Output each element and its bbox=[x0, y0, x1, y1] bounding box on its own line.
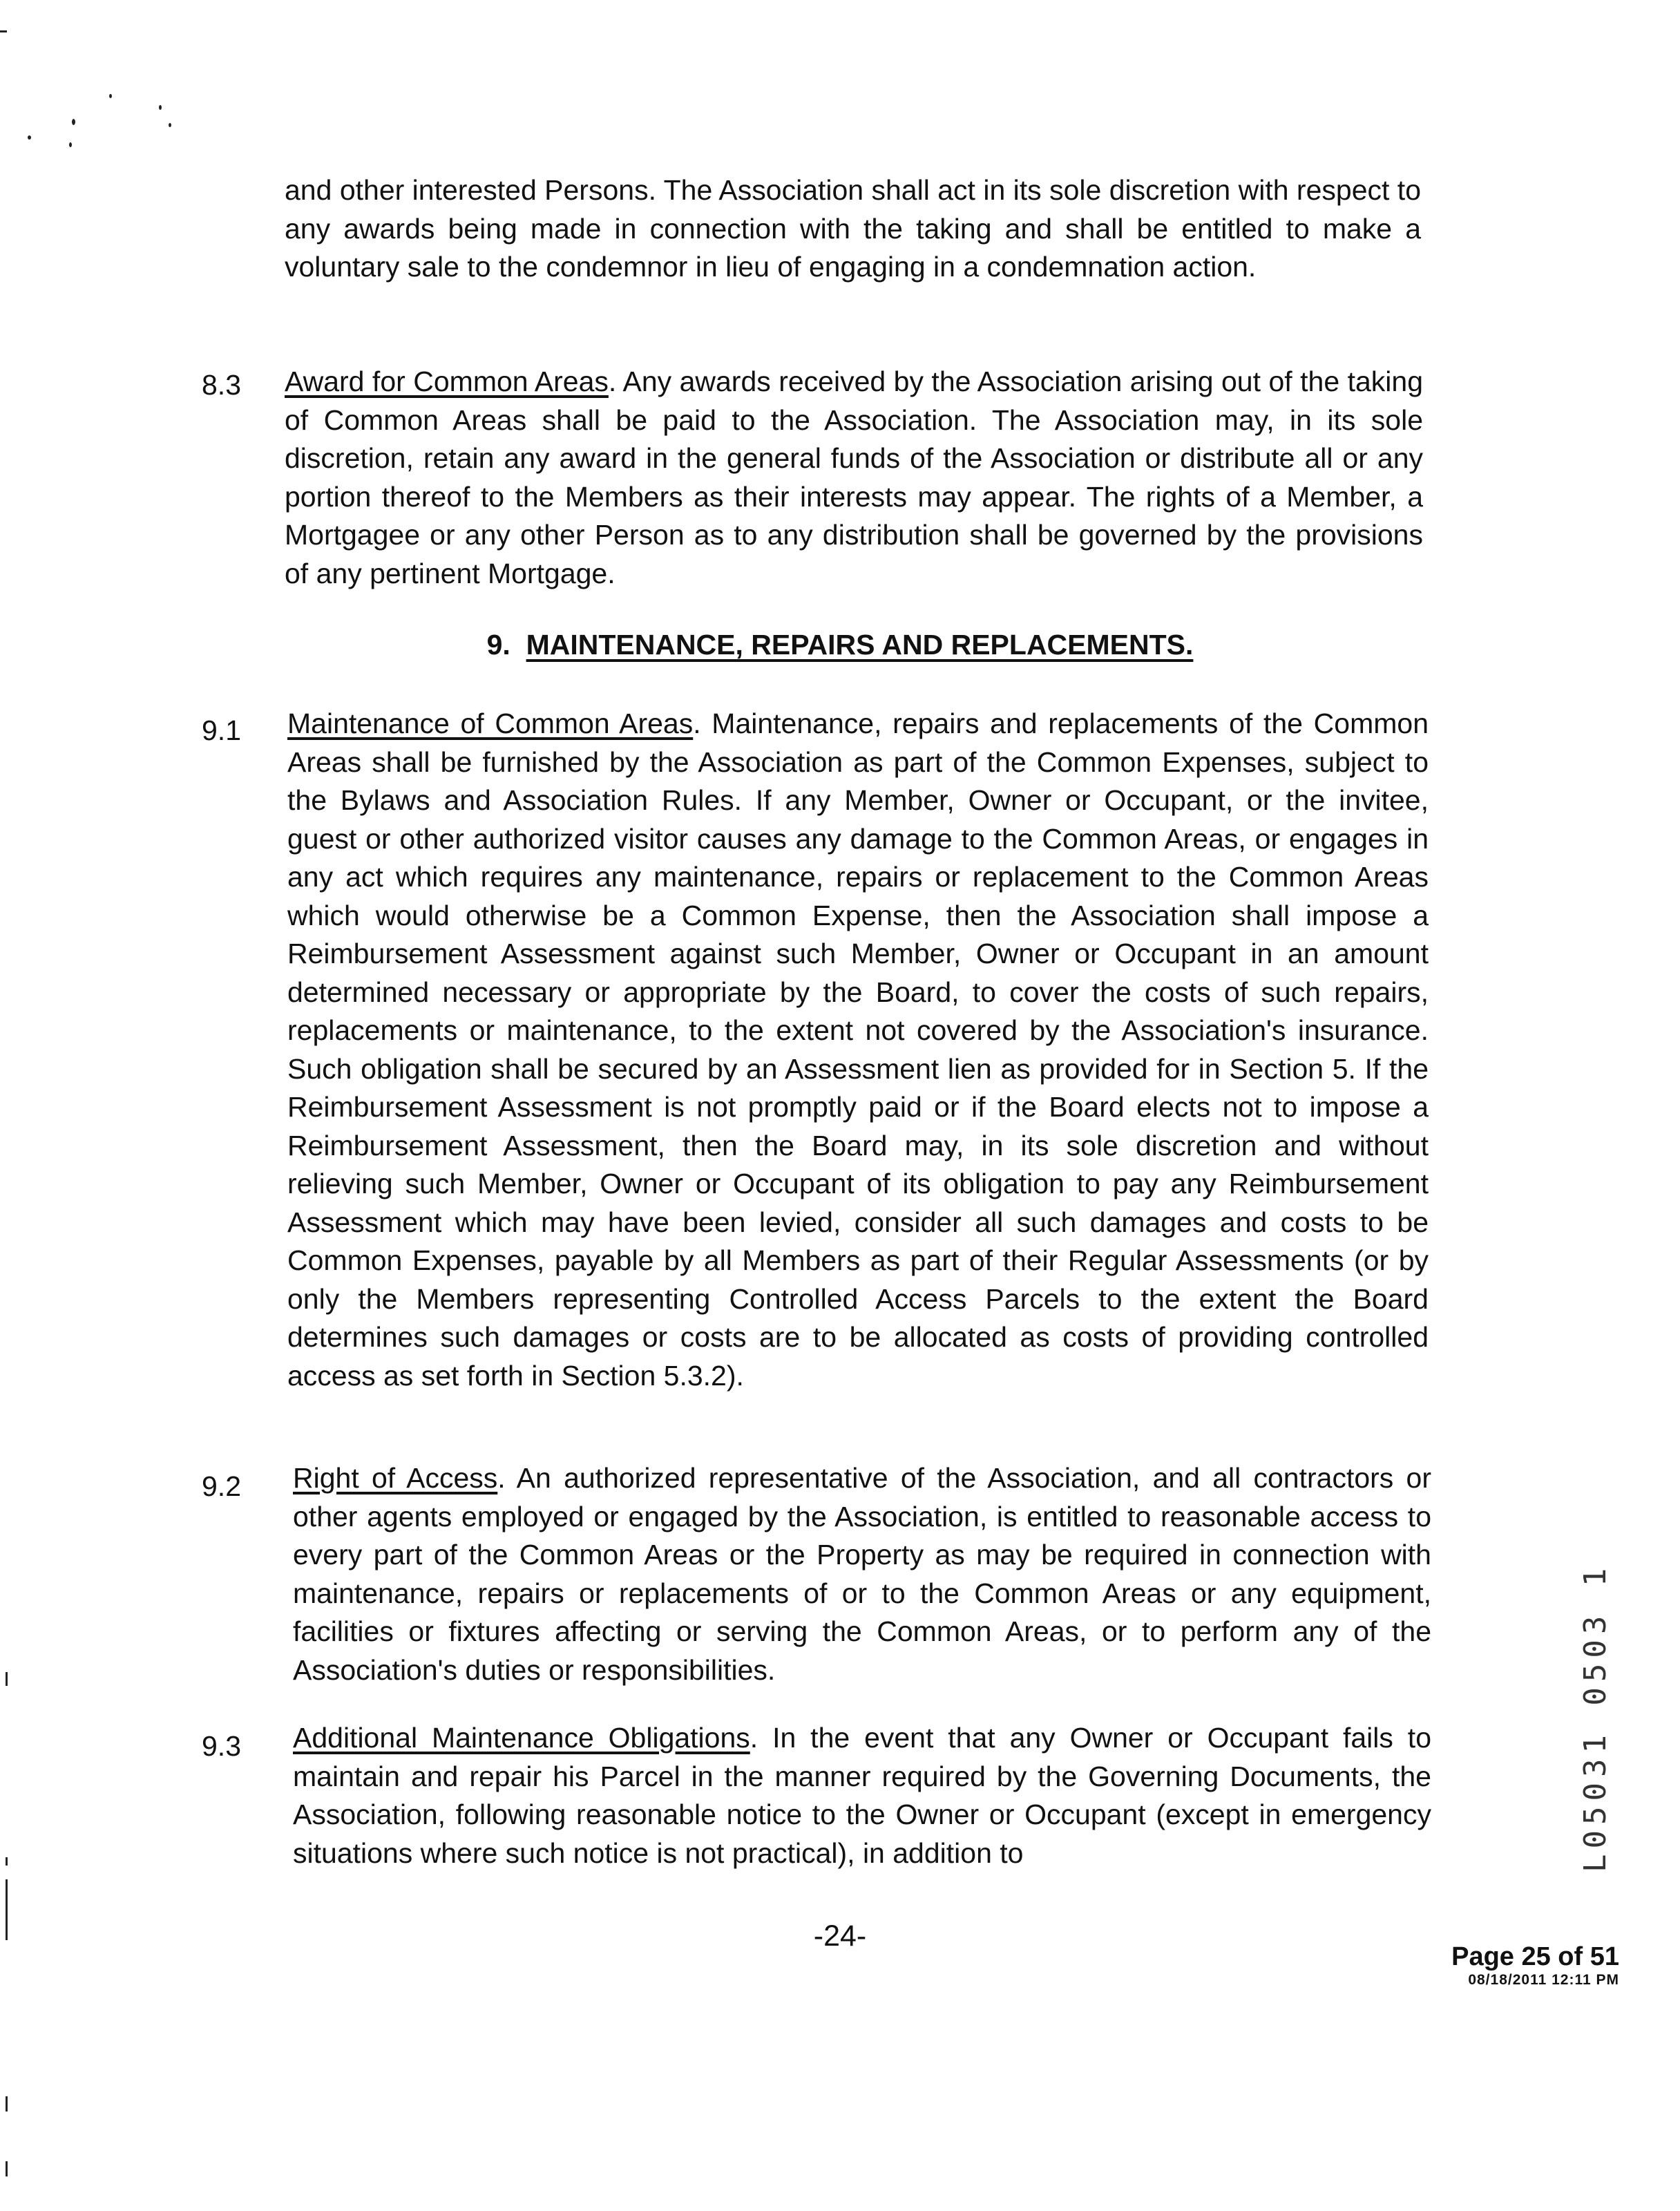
section-heading-label: Award for Common Areas bbox=[285, 366, 609, 397]
scan-mark bbox=[6, 1672, 8, 1686]
section-title-number: 9. bbox=[486, 629, 510, 661]
scan-mark bbox=[6, 2161, 8, 2176]
section-title bbox=[0, 629, 1680, 661]
section-number: 8.3 bbox=[202, 369, 241, 401]
page-stamp bbox=[1451, 1942, 1619, 1989]
section-paragraph bbox=[285, 363, 1423, 593]
section-title-text: MAINTENANCE, REPAIRS AND REPLACEMENTS. bbox=[526, 629, 1194, 661]
section-body-text: . In the event that any Owner or Occupant fails to maintain and repair his Parcel in the manner required by the Governing Documents, the Association, following reasonable notice to the Owner or Occupant (except in emergency situations where such notice is not practical), in addition to bbox=[293, 1722, 1432, 1869]
page-timestamp: 08/18/2011 12:11 PM bbox=[1468, 1972, 1619, 1988]
scan-mark bbox=[6, 2096, 8, 2112]
section-paragraph bbox=[293, 1719, 1431, 1872]
margin-recording-number: L05031 0503 1 bbox=[1578, 1562, 1613, 1872]
scan-speck bbox=[159, 105, 162, 110]
section-number: 9.3 bbox=[202, 1730, 241, 1762]
section-heading-label: Additional Maintenance Obligations bbox=[293, 1722, 750, 1754]
margin-recording-stamp bbox=[1547, 1513, 1613, 1872]
section-body-text: . Maintenance, repairs and replacements of the Common Areas shall be furnished by the Association as part of the Common Expenses, subject to the Bylaws and Association Rules. If any Member, Owner or Occupant, or the invitee, guest or other authorized visitor causes any damage to the Common Areas, or engages in any act which requires any maintenance, repairs or replacement to the Common Areas which would otherwise be a Common Expense, then the Association shall impose a Reimbursement Assessment against such Member, Owner or Occupant in an amount determined necessary or appropriate by the Board, to cover the costs of such repairs, replacements or maintenance, to the extent not covered by the Association's insurance. Such obligation shall be secured by an Assessment lien as provided for in Section 5. If the Reimbursement Assessment is not promptly paid or if the Board elects not to impose a Reimbursement Assessment, then the Board may, in its sole discretion and without relieving such Member, Owner or Occupant of its obligation to pay any Reimbursement Assessment which may have been levied, consider all such damages and costs to be Common Expenses, payable by all Members as part of their Regular Assessments (or by only the Members representing Controlled Access Parcels to the extent the Board determines such damages or costs are to be allocated as costs of providing controlled access as set forth in Section 5.3.2). bbox=[287, 708, 1429, 1392]
intro-paragraph: and other interested Persons. The Association shall act in its sole discretion with respect to any awards being made in connection with the taking and shall be entitled to make a voluntary sale to the condemnor in lieu of engaging in a condemnation action. bbox=[285, 174, 1421, 283]
section-heading-label: Right of Access bbox=[293, 1462, 498, 1494]
scan-speck bbox=[72, 119, 75, 125]
scan-mark bbox=[0, 30, 7, 32]
section-paragraph bbox=[287, 705, 1429, 1395]
section-heading-label: Maintenance of Common Areas bbox=[287, 708, 694, 739]
page-count: Page 25 of 51 bbox=[1451, 1942, 1619, 1971]
section-number: 9.2 bbox=[202, 1470, 241, 1502]
scan-speck bbox=[69, 142, 72, 147]
page-folio: -24- bbox=[813, 1919, 867, 1953]
section-body-text: . An authorized representative of the Association, and all contractors or other agents employed or engaged by the Association, is entitled to reasonable access to every part of the Common Areas or the Property as may be required in connection with maintenance, repairs or replacements of or to the Common Areas or any equipment, facilities or fixtures affecting or serving the Common Areas, or to perform any of the Association's duties or responsibilities. bbox=[293, 1462, 1431, 1686]
scan-speck bbox=[28, 135, 31, 140]
section-body-text: . Any awards received by the Association arising out of the taking of Common Areas shall be paid to the Association. The Association may, in its sole discretion, retain any award in the general funds of the Association or distribute all or any portion thereof to the Members as their interests may appear. The rights of a Member, a Mortgagee or any other Person as to any distribution shall be governed by the provisions of any pertinent Mortgage. bbox=[285, 366, 1423, 589]
scan-mark bbox=[6, 1857, 8, 1866]
section-paragraph bbox=[293, 1459, 1431, 1689]
section-number: 9.1 bbox=[202, 714, 241, 746]
scan-speck bbox=[169, 123, 171, 127]
scan-speck bbox=[109, 94, 112, 98]
